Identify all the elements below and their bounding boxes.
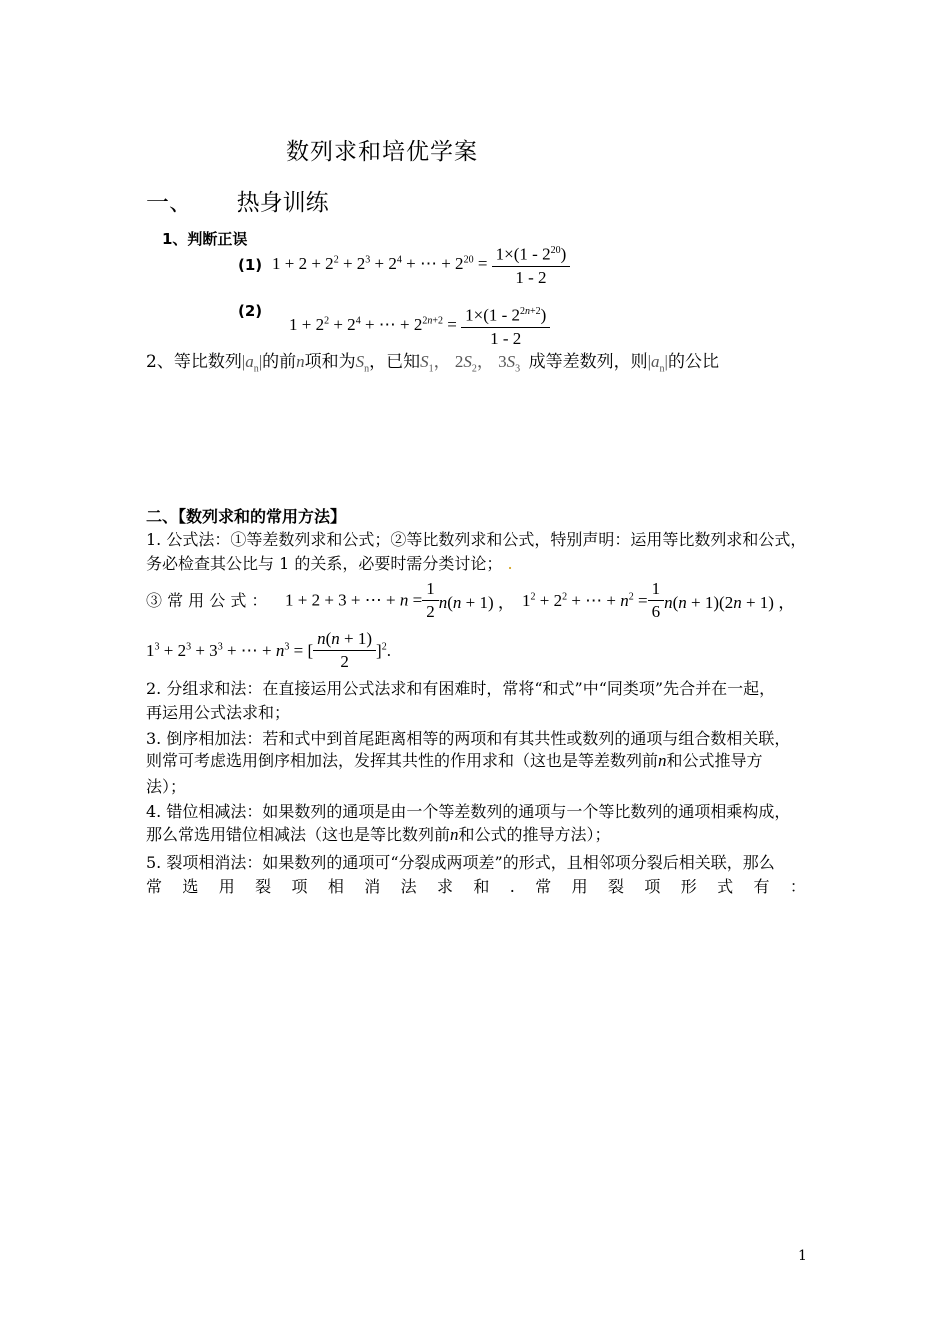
q2-text-c: 项和为 [304,352,356,372]
m5-char: 用 [571,877,588,896]
method2-line2: 再运用公式法求和； [146,703,291,722]
method2-line1: 2. 分组求和法：在直接运用公式法求和有困难时，常将“和式”中“同类项”先合并在一起， [146,679,776,698]
method5-line2 [146,875,806,899]
m5-char: 裂 [255,877,272,896]
method1-line1: 1. 公式法：①等差数列求和公式；②等比数列求和公式，特别声明：运用等比数列求和公式， [146,530,807,549]
m5-char: 求 [437,877,454,896]
formula-sum-squares: $1^2 + 2^2$ + ⋯ + $n^2$ = $\frac{1}{6}$ n(n + 1)(2n + 1) ， [522,579,796,621]
m5-char: 消 [364,877,381,896]
m5-char: . [509,877,515,896]
method3-line3: 法）； [146,777,187,796]
q2-seq-an: $|a_n|$ [241,352,263,375]
section1-heading-text: 热身训练 [236,190,329,216]
page-title: 数列求和培优学案 [286,139,478,165]
method4-line2: 那么常选用错位相减法（这也是等比数列前n和公式的推导方法）； [146,825,611,844]
q2-text-a: 2、等比数列 [146,352,242,372]
method4-line2b: 和公式的推导方法）； [458,825,611,844]
m5-char: 常 [535,877,552,896]
m5-char: ： [789,877,806,896]
m5-char: 项 [291,877,308,896]
section1-heading-num: 一、 [146,190,192,216]
m5-char: 和 [473,877,490,896]
m5-char: 有 [753,877,770,896]
method3-line2b: 和公式推导方 [666,751,763,770]
q2-var-sn: $S_n$ [355,352,370,375]
m5-char: 式 [717,877,734,896]
q2-terms: $S_1$， $2S_2$， $3S_3$ [420,352,521,375]
m5-char: 法 [400,877,417,896]
marker-dot: . [507,554,513,573]
method3-line2: 则常可考虑选用倒序相加法，发挥其共性的作用求和（这也是等差数列前n和公式推导方 [146,751,763,770]
page-number: 1 [798,1248,807,1264]
m5-char: 常 [146,877,163,896]
q1-item2-label: (2) [238,302,263,320]
section2-heading: 二、【数列求和的常用方法】 [146,507,347,526]
method4-line2a: 那么常选用错位相减法（这也是等比数列前 [146,825,451,844]
q2-seq-an-2: $|a_n|$ [647,352,668,375]
formula-sum-n: 1 + 2 + 3 + ⋯ + n = $\frac{1}{2}$ n(n + 1) ， [285,579,515,621]
m5-char: 相 [327,877,344,896]
m5-char: 用 [218,877,235,896]
question2 [146,350,719,381]
method4-line1: 4. 错位相减法：如果数列的通项是由一个等差数列的通项与一个等比数列的通项相乘构成， [146,802,791,821]
method5-line1: 5. 裂项相消法：如果数列的通项可“分裂成两项差”的形式，且相邻项分裂后相关联，那么 [146,853,775,872]
q1-item1-label: (1) [238,256,263,274]
method1-common-label: ③ 常 用 公 式 ： [146,591,268,610]
q2-text-e: 成等差数列，则 [528,352,648,372]
m5-char: 形 [680,877,697,896]
formula-sum-cubes: $1^3 + 2^3 + 3^3$ + ⋯ + $n^3$ = [ $\frac{n(n + 1)}{2}$ ]$^2$. [146,629,391,671]
method3-line2a: 则常可考虑选用倒序相加法，发挥其共性的作用求和（这也是等差数列前 [146,751,659,770]
m5-char: 裂 [607,877,624,896]
q2-var-n: n [296,352,305,371]
q1-item2-formula: $1 + 2^2 + 2^4$ + ⋯ + $2^{2n+2}$ = $\frac{1\times(1 - 2^{2n+2})}{1 - 2}$ [289,301,550,350]
method1-line2-text: 务必检查其公比与 1 的关系，必要时需分类讨论； [146,554,503,573]
question1-label: 1、判断正误 [162,230,248,248]
method3-line1: 3. 倒序相加法：若和式中到首尾距离相等的两项和有其共性或数列的通项与组合数相关联， [146,729,791,748]
q1-item1-formula: $1 + 2 + 2^2 + 2^3 + 2^4$ + ⋯ + $2^{20}$ = $\frac{1\times(1 - 2^{20})}{1 - 2}$ [272,240,570,289]
q2-text-d: ，已知 [369,352,421,372]
m5-char: 选 [182,877,199,896]
section1-heading [146,184,329,217]
m5-char: 项 [644,877,661,896]
method1-line2 [146,552,513,576]
q2-text-b: 的前 [262,352,297,372]
q2-text-f: 的公比 [667,352,719,372]
